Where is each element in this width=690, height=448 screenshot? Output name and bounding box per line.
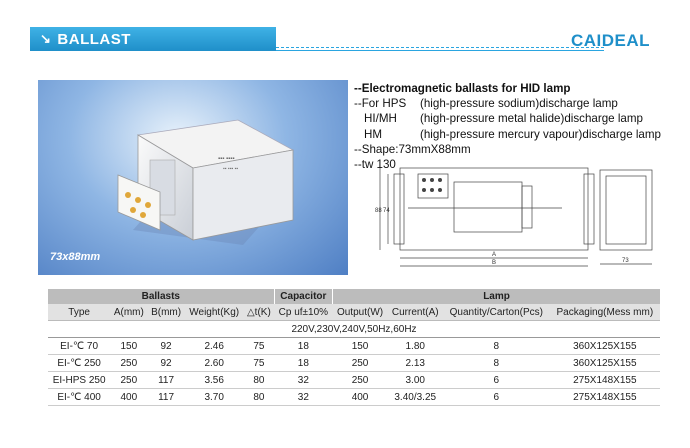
table-row xyxy=(48,338,660,355)
spec-lamp-type: HI/MH xyxy=(364,112,397,126)
spec-line: --tw 130 xyxy=(354,158,396,172)
cell: EI-℃ 250 xyxy=(48,355,110,372)
cell: 2.46 xyxy=(185,338,244,355)
cell: 117 xyxy=(147,389,184,406)
cell: 117 xyxy=(147,372,184,389)
cell: 400 xyxy=(110,389,147,406)
col-header: A(mm) xyxy=(110,304,147,321)
spec-lamp-desc: (high-pressure metal halide)discharge lamp xyxy=(420,112,643,126)
cell: 75 xyxy=(244,338,274,355)
spec-line xyxy=(354,111,661,126)
photo-caption: 73x88mm xyxy=(50,251,101,263)
table-group-header xyxy=(48,289,660,304)
cell: 6 xyxy=(443,372,550,389)
cell: EI-℃ 70 xyxy=(48,338,110,355)
col-header: Current(A) xyxy=(387,304,443,321)
cell: 275X148X155 xyxy=(550,389,660,406)
section-header xyxy=(30,27,276,51)
svg-text:▪▪▪ ▪▪▪▪: ▪▪▪ ▪▪▪▪ xyxy=(218,156,235,162)
col-header: Type xyxy=(48,304,110,321)
col-header: Packaging(Mess mm) xyxy=(550,304,660,321)
cell: 1.80 xyxy=(387,338,443,355)
cell: 92 xyxy=(147,355,184,372)
spec-lamp-desc: (high-pressure sodium)discharge lamp xyxy=(420,97,618,111)
cell: 3.40/3.25 xyxy=(387,389,443,406)
spec-line: --Shape:73mmX88mm xyxy=(354,142,471,156)
cell: 150 xyxy=(333,338,388,355)
technical-drawing xyxy=(372,160,657,272)
cell: 3.00 xyxy=(387,372,443,389)
spec-line: --Electromagnetic ballasts for HID lamp xyxy=(354,82,571,95)
voltage-label: 220V,230V,240V,50Hz,60Hz xyxy=(48,321,660,338)
cell: 32 xyxy=(274,389,332,406)
table-row xyxy=(48,355,660,372)
col-header: Weight(Kg) xyxy=(185,304,244,321)
col-header: Cp uf±10% xyxy=(274,304,332,321)
group-lamp: Lamp xyxy=(333,289,660,304)
cell: 2.60 xyxy=(185,355,244,372)
cell: 360X125X155 xyxy=(550,338,660,355)
group-ballasts: Ballasts xyxy=(48,289,274,304)
cell: 250 xyxy=(110,372,147,389)
group-capacitor: Capacitor xyxy=(274,289,332,304)
cell: 3.56 xyxy=(185,372,244,389)
col-header: Quantity/Carton(Pcs) xyxy=(443,304,550,321)
voltage-row xyxy=(48,321,660,338)
dim-73-label: 73 xyxy=(622,258,629,264)
cell: 6 xyxy=(443,389,550,406)
cell: 150 xyxy=(110,338,147,355)
spec-lamp-desc: (high-pressure mercury vapour)discharge lamp xyxy=(420,127,661,141)
cell: 3.70 xyxy=(185,389,244,406)
cell: 250 xyxy=(333,372,388,389)
col-header: B(mm) xyxy=(147,304,184,321)
dim-88-label: 88 xyxy=(375,208,382,214)
table-row xyxy=(48,372,660,389)
spec-lamp-type: HM xyxy=(364,127,383,141)
cell: EI-℃ 400 xyxy=(48,389,110,406)
cell: 80 xyxy=(244,389,274,406)
cell: EI-HPS 250 xyxy=(48,372,110,389)
product-photo xyxy=(38,80,348,275)
brand-logo: CAIDEAL xyxy=(570,31,650,50)
header-divider-solid xyxy=(276,50,604,51)
spec-line xyxy=(354,96,661,111)
col-header: Output(W) xyxy=(333,304,388,321)
cell: 80 xyxy=(244,372,274,389)
svg-text:▪▪ ▪▪▪ ▪▪: ▪▪ ▪▪▪ ▪▪ xyxy=(223,166,239,172)
table-column-header xyxy=(48,304,660,321)
dim-74-label: 74 xyxy=(383,208,390,214)
cell: 92 xyxy=(147,338,184,355)
cell: 360X125X155 xyxy=(550,355,660,372)
ballast-spec-table xyxy=(48,289,660,406)
spec-lamp-type: --For HPS xyxy=(354,97,407,111)
spec-line xyxy=(354,127,661,142)
header-divider xyxy=(276,47,604,48)
cell: 18 xyxy=(274,355,332,372)
cell: 400 xyxy=(333,389,388,406)
cell: 75 xyxy=(244,355,274,372)
cell: 32 xyxy=(274,372,332,389)
col-header: △t(K) xyxy=(244,304,274,321)
ballast-illustration xyxy=(38,80,348,275)
cell: 8 xyxy=(443,355,550,372)
cell: 2.13 xyxy=(387,355,443,372)
cell: 8 xyxy=(443,338,550,355)
cell: 275X148X155 xyxy=(550,372,660,389)
dim-a-label: A xyxy=(492,252,497,258)
cell: 250 xyxy=(110,355,147,372)
cell: 18 xyxy=(274,338,332,355)
cell: 250 xyxy=(333,355,388,372)
section-title: BALLAST xyxy=(57,30,131,48)
table-row xyxy=(48,389,660,406)
spec-description xyxy=(354,81,661,172)
dim-b-label: B xyxy=(492,260,497,266)
arrow-down-right-icon: ↘ xyxy=(40,31,52,46)
